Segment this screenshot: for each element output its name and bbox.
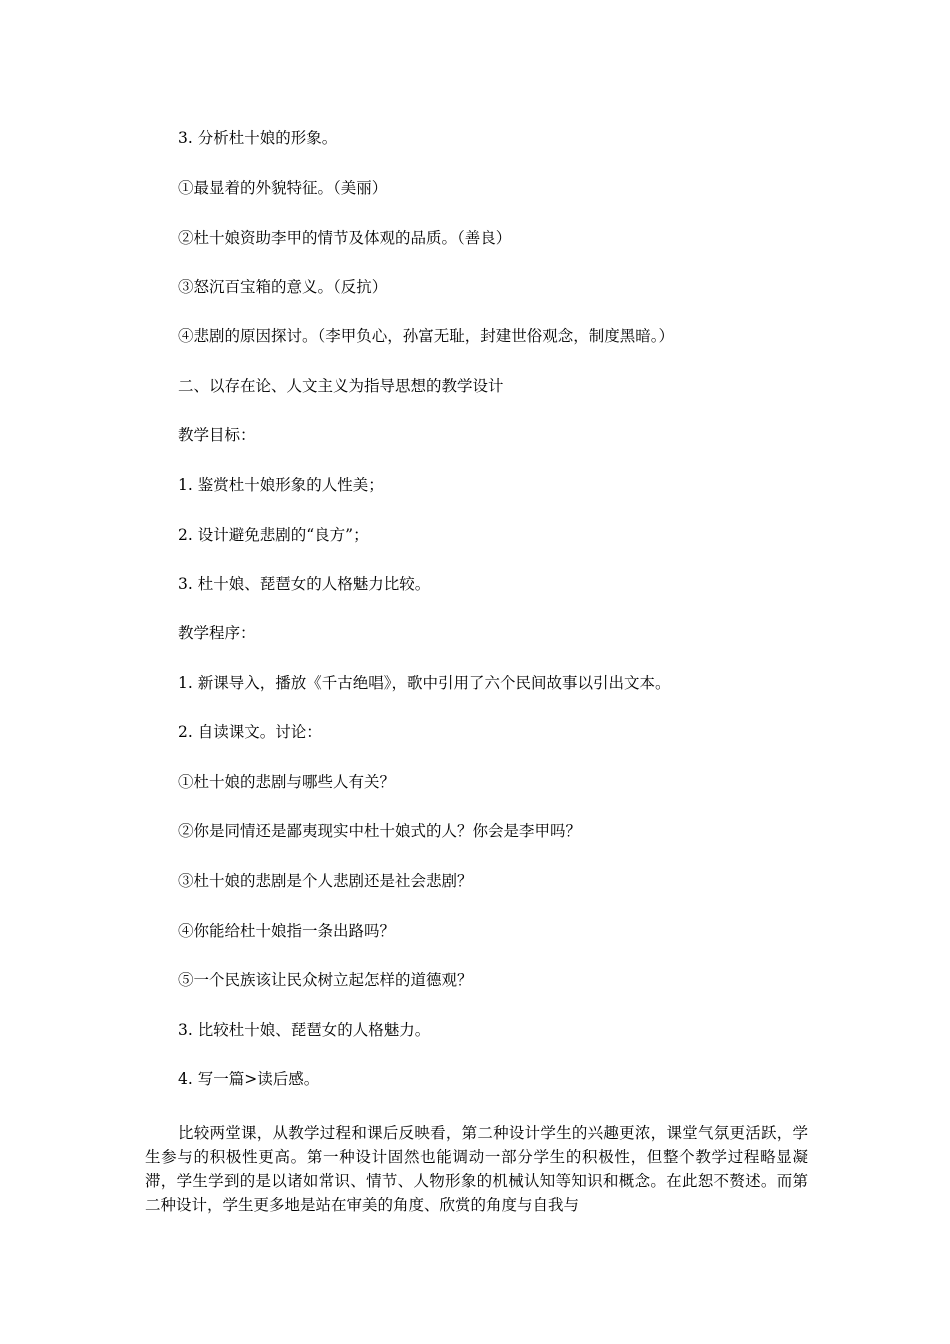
text-line: ③杜十娘的悲剧是个人悲剧还是社会悲剧？ [178, 872, 473, 890]
text-line: 3. 分析杜十娘的形象。 [178, 129, 338, 147]
subheading: 教学程序： [178, 624, 256, 642]
text-line: 1. 鉴赏杜十娘形象的人性美； [178, 476, 384, 494]
body-paragraph: 比较两堂课，从教学过程和课后反映看，第二种设计学生的兴趣更浓，课堂气氛更活跃，学生参与的积极性更高。第一种设计固然也能调动一部分学生的积极性，但整个教学过程略显凝滞，学生学到的是以诸如常识、情节、人物形象的机械认知等知识和概念。在此恕不赘述。而第二种设计，学生更多地是站在审美的角度、欣赏的角度与自我与 [145, 1124, 808, 1214]
text-line: ④你能给杜十娘指一条出路吗？ [178, 922, 396, 940]
text-line: ⑤一个民族该让民众树立起怎样的道德观？ [178, 971, 473, 989]
text-line: ①杜十娘的悲剧与哪些人有关？ [178, 773, 396, 791]
text-line: ④悲剧的原因探讨。（李甲负心，孙富无耻，封建世俗观念，制度黑暗。） [178, 327, 675, 345]
text-line: 2. 自读课文。讨论： [178, 723, 322, 741]
text-line: 3. 比较杜十娘、琵琶女的人格魅力。 [178, 1021, 431, 1039]
subheading: 教学目标： [178, 426, 256, 444]
text-line: 4. 写一篇>读后感。 [178, 1070, 320, 1088]
text-line: ③怒沉百宝箱的意义。（反抗） [178, 278, 388, 296]
text-line: ②杜十娘资助李甲的情节及体观的品质。（善良） [178, 229, 512, 247]
text-line: 2. 设计避免悲剧的“良方”； [178, 526, 369, 544]
section-heading: 二、以存在论、人文主义为指导思想的教学设计 [178, 377, 504, 395]
text-line: ①最显着的外貌特征。（美丽） [178, 179, 388, 197]
text-line: 1. 新课导入，播放《千古绝唱》，歌中引用了六个民间故事以引出文本。 [178, 674, 671, 692]
text-line: ②你是同情还是鄙夷现实中杜十娘式的人？你会是李甲吗？ [178, 822, 582, 840]
text-line: 3. 杜十娘、琵琶女的人格魅力比较。 [178, 575, 431, 593]
